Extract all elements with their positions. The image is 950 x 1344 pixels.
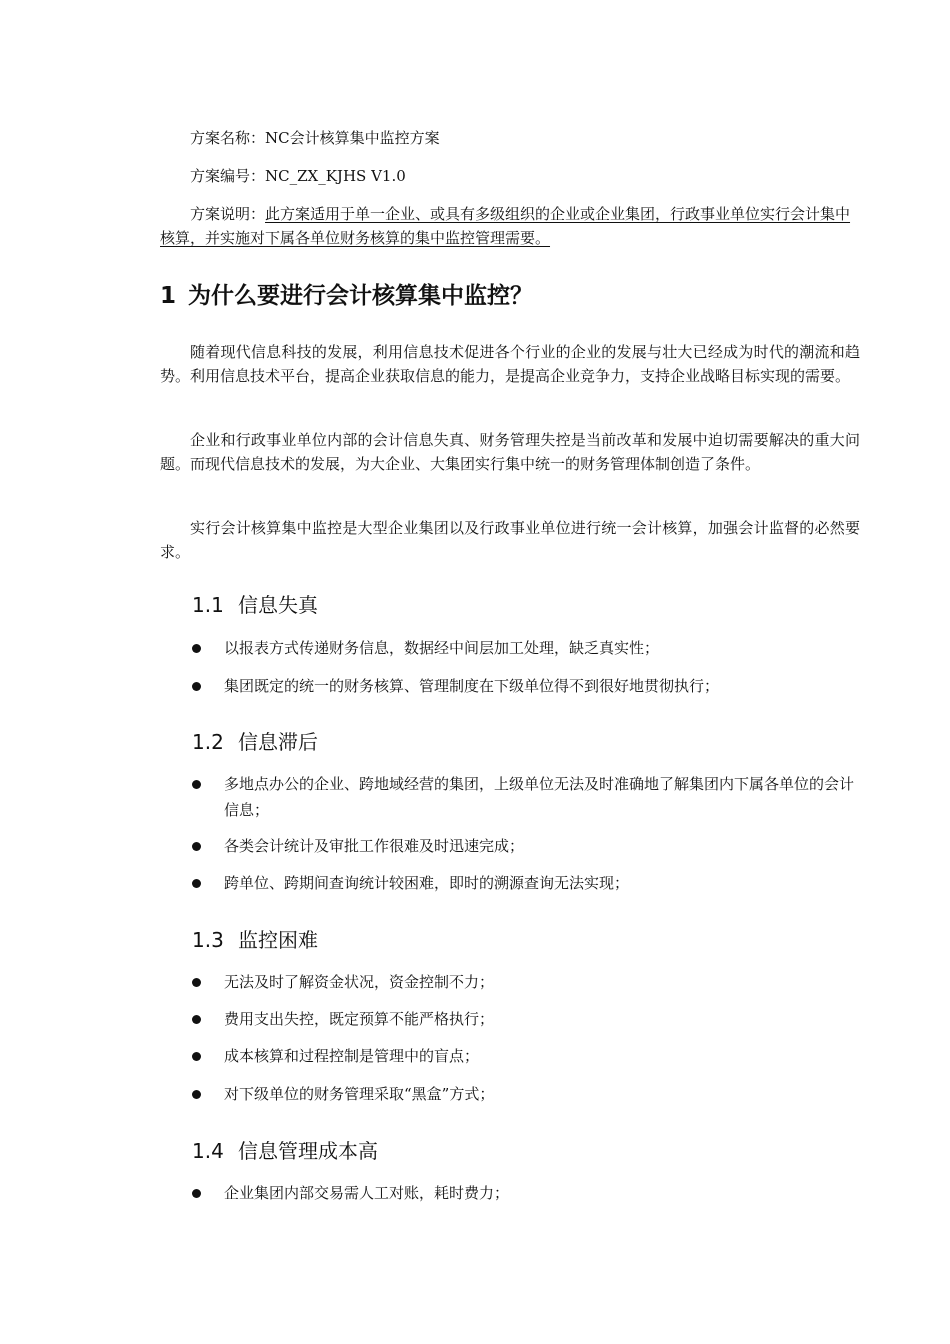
subsection-1-1-title: 信息失真 [238, 593, 318, 617]
section-1-heading [160, 281, 860, 311]
bullet-dot-icon [192, 780, 201, 789]
subsection-1-1-number: 1.1 [192, 593, 224, 617]
paragraph-1: 随着现代信息科技的发展，利用信息技术促进各个行业的企业的发展与壮大已经成为时代的潮流和趋势。利用信息技术平台，提高企业获取信息的能力，是提高企业竞争力，支持企业战略目标实现的需要。 [160, 343, 860, 385]
list-item-text: 成本核算和过程控制是管理中的盲点； [224, 1047, 480, 1065]
list-item [192, 1180, 860, 1206]
bullet-dot-icon [192, 1189, 201, 1198]
list-item-text: 跨单位、跨期间查询统计较困难，即时的溯源查询无法实现； [224, 874, 630, 892]
list-item-text: 多地点办公的企业、跨地域经营的集团，上级单位无法及时准确地了解集团内下属各单位的会计信息； [224, 775, 855, 819]
list-item [192, 635, 860, 661]
subsection-1-2-heading [192, 728, 852, 756]
scheme-name-label: 方案名称： [190, 129, 266, 147]
scheme-code-line [160, 164, 860, 188]
subsection-1-4-heading [192, 1137, 852, 1165]
section-1-title: 为什么要进行会计核算集中监控？ [188, 283, 533, 309]
bullet-dot-icon [192, 1052, 201, 1061]
subsection-1-3-heading [192, 926, 852, 954]
bullet-dot-icon [192, 978, 201, 987]
bullet-dot-icon [192, 1015, 201, 1024]
section-1-number: 1 [160, 283, 177, 309]
subsection-1-3-number: 1.3 [192, 928, 224, 952]
bullet-dot-icon [192, 682, 201, 691]
scheme-name-line [160, 126, 860, 150]
scheme-code-value: NC_ZX_KJHS V1.0 [265, 167, 406, 185]
subsection-1-2-number: 1.2 [192, 730, 224, 754]
scheme-description-line [160, 202, 860, 250]
list-item [192, 1043, 860, 1069]
list-item [192, 833, 860, 859]
scheme-description-value: 此方案适用于单一企业、或具有多级组织的企业或企业集团，行政事业单位实行会计集中核算，并实施对下属各单位财务核算的集中监控管理需要。 [160, 205, 851, 247]
scheme-name-value: NC会计核算集中监控方案 [265, 129, 440, 147]
scheme-description-label: 方案说明： [190, 205, 266, 223]
bullet-dot-icon [192, 842, 201, 851]
subsection-1-4-number: 1.4 [192, 1139, 224, 1163]
bullet-dot-icon [192, 879, 201, 888]
bullet-dot-icon [192, 1090, 201, 1099]
subsection-1-1-heading [192, 591, 852, 619]
list-item-text: 企业集团内部交易需人工对账，耗时费力； [224, 1184, 510, 1202]
list-item-text: 以报表方式传递财务信息，数据经中间层加工处理，缺乏真实性； [224, 639, 660, 657]
list-item-text: 各类会计统计及审批工作很难及时迅速完成； [224, 837, 525, 855]
list-item [192, 673, 860, 699]
list-item-text: 无法及时了解资金状况，资金控制不力； [224, 973, 495, 991]
bullet-dot-icon [192, 644, 201, 653]
list-item-text: 费用支出失控，既定预算不能严格执行； [224, 1010, 495, 1028]
subsection-1-3-title: 监控困难 [238, 928, 318, 952]
paragraph-2: 企业和行政事业单位内部的会计信息失真、财务管理失控是当前改革和发展中迫切需要解决的重大问题。而现代信息技术的发展，为大企业、大集团实行集中统一的财务管理体制创造了条件。 [160, 431, 860, 473]
paragraph-3: 实行会计核算集中监控是大型企业集团以及行政事业单位进行统一会计核算，加强会计监督的必然要求。 [160, 519, 860, 561]
list-item [192, 771, 860, 823]
list-item [192, 969, 860, 995]
list-item-text: 集团既定的统一的财务核算、管理制度在下级单位得不到很好地贯彻执行； [224, 677, 720, 695]
subsection-1-4-title: 信息管理成本高 [238, 1139, 378, 1163]
list-item [192, 870, 860, 896]
scheme-code-label: 方案编号： [190, 167, 266, 185]
list-item [192, 1006, 860, 1032]
subsection-1-2-title: 信息滞后 [238, 730, 318, 754]
list-item [192, 1081, 860, 1107]
list-item-text: 对下级单位的财务管理采取“黑盒”方式； [224, 1085, 495, 1103]
